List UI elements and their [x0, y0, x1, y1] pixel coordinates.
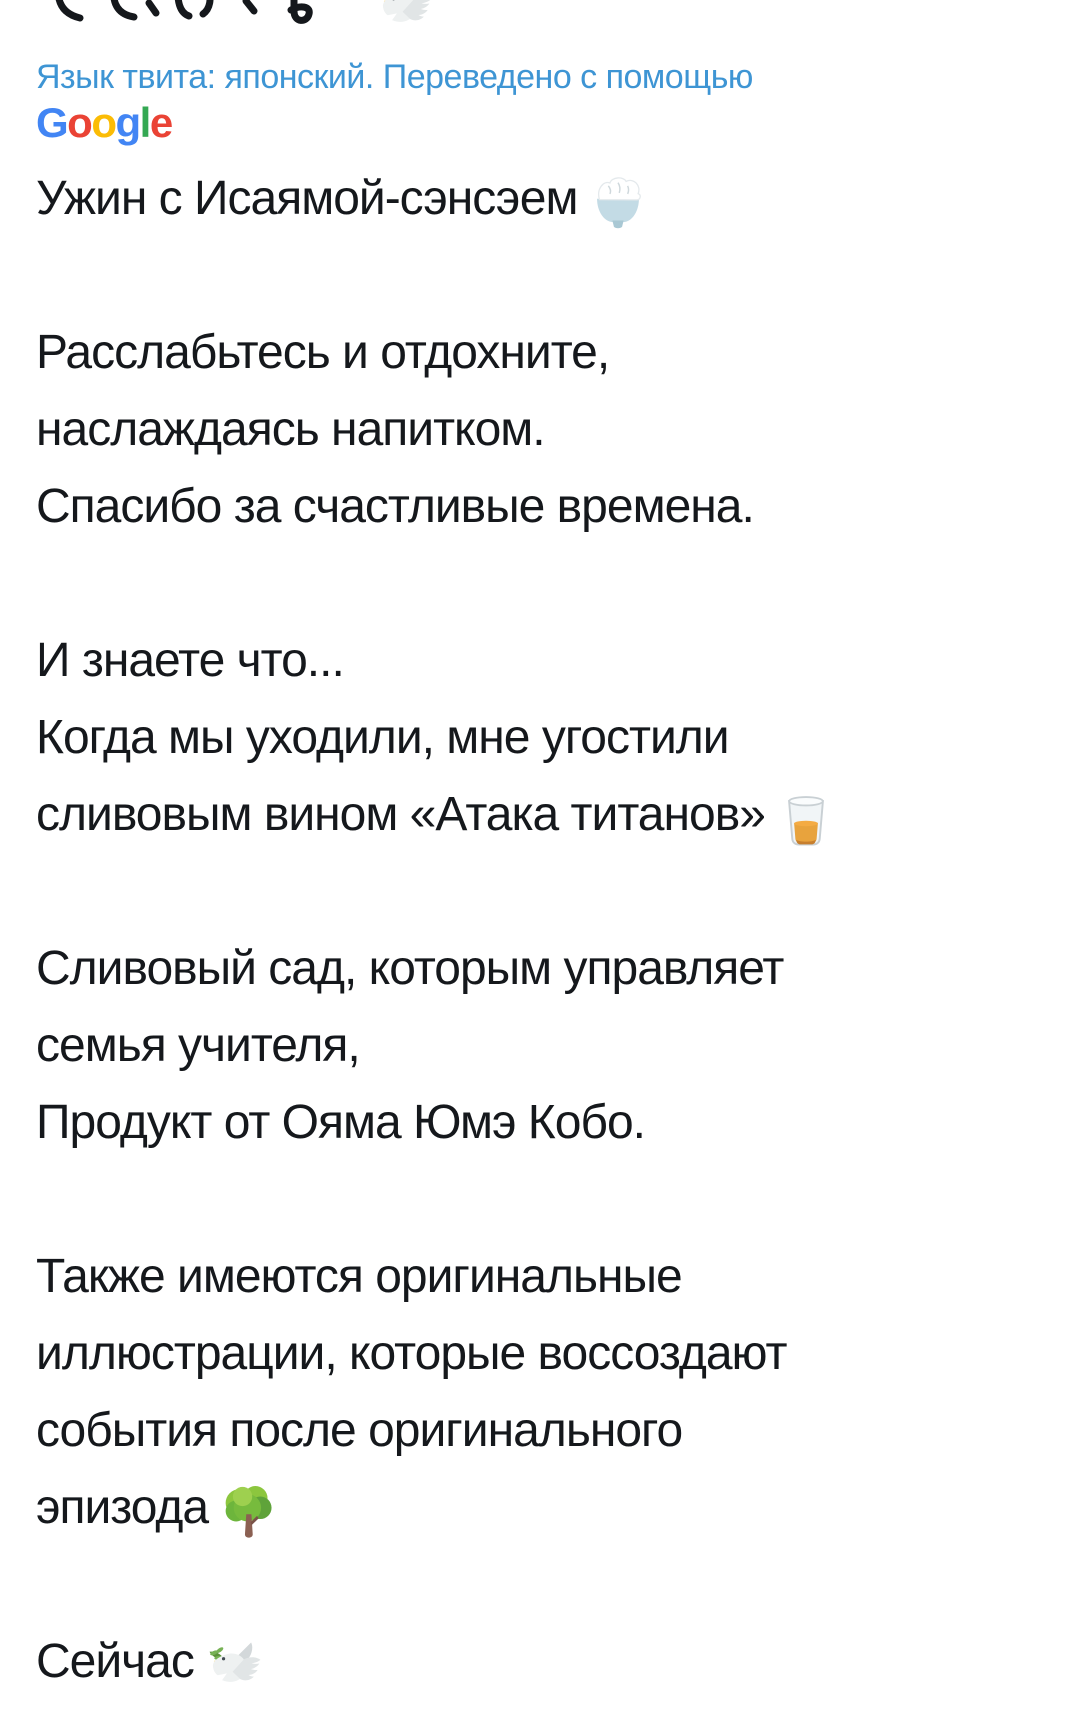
- tweet-text-blank-line: [36, 237, 1080, 314]
- translation-attribution[interactable]: [36, 54, 1080, 146]
- tweet-text: семья учителя,: [36, 1019, 360, 1072]
- tweet-text-blank-line: [36, 1546, 1080, 1623]
- tweet-text: Ужин с Исаямой-сэнсэем: [36, 172, 578, 225]
- tweet-text-line: [36, 1469, 1080, 1546]
- google-logo-letter: G: [36, 99, 68, 146]
- tweet-text: Продукт от Ояма Юмэ Кобо.: [36, 1096, 645, 1149]
- tweet-text: Сливовый сад, которым управляет: [36, 942, 784, 995]
- tweet-text-line: [36, 1238, 1080, 1315]
- tweet-text: Сейчас: [36, 1635, 194, 1688]
- tweet-text-line: [36, 1315, 1080, 1392]
- tweet-text-line: [36, 930, 1080, 1007]
- tweet-text: И знаете что...: [36, 634, 344, 687]
- tweet-text-blank-line: [36, 545, 1080, 622]
- tweet-text-line: [36, 160, 1080, 237]
- google-logo-letter: o: [91, 99, 116, 146]
- tweet-text-line: [36, 1007, 1080, 1084]
- original-tweet-cutoff-line: [36, 0, 1080, 30]
- tweet-text: Расслабьтесь и отдохните,: [36, 326, 610, 379]
- tweet-text: наслаждаясь напитком.: [36, 403, 545, 456]
- tweet-text-line: [36, 1623, 1080, 1700]
- tweet-text-blank-line: [36, 853, 1080, 930]
- tweet-text: Спасибо за счастливые времена.: [36, 480, 754, 533]
- tweet-text: Когда мы уходили, мне угостили: [36, 711, 729, 764]
- cooked-rice-emoji: [589, 173, 647, 231]
- google-logo-letter: l: [139, 99, 150, 146]
- translated-tweet-text: [36, 160, 1080, 1700]
- tweet-text-line: [36, 314, 1080, 391]
- google-logo-letter: e: [149, 99, 172, 146]
- google-logo-letter: o: [67, 99, 92, 146]
- tweet-text-line: [36, 1392, 1080, 1469]
- tweet-text-line: [36, 391, 1080, 468]
- tweet-text-line: [36, 699, 1080, 776]
- tweet-text: Также имеются оригинальные: [36, 1250, 682, 1303]
- tweet-text: эпизода: [36, 1481, 209, 1534]
- tweet-text-line: [36, 1084, 1080, 1161]
- dove-emoji: [206, 1636, 264, 1694]
- deciduous-tree-emoji: [220, 1482, 278, 1540]
- tweet-text-blank-line: [36, 1161, 1080, 1238]
- tweet-text-line: [36, 776, 1080, 853]
- tweet-text: иллюстрации, которые воссоздают: [36, 1327, 787, 1380]
- dove-emoji: [376, 0, 434, 30]
- tweet-text-line: [36, 622, 1080, 699]
- tumbler-glass-emoji: [777, 789, 835, 847]
- google-logo: [36, 100, 1080, 146]
- tweet-text: события после оригинального: [36, 1404, 683, 1457]
- translation-attribution-text: Язык твита: японский. Переведено с помощью: [36, 58, 753, 96]
- google-logo-letter: g: [115, 99, 140, 146]
- tweet-text-line: [36, 468, 1080, 545]
- japanese-text-strokes: [36, 0, 336, 29]
- tweet-text: сливовым вином «Атака титанов»: [36, 788, 765, 841]
